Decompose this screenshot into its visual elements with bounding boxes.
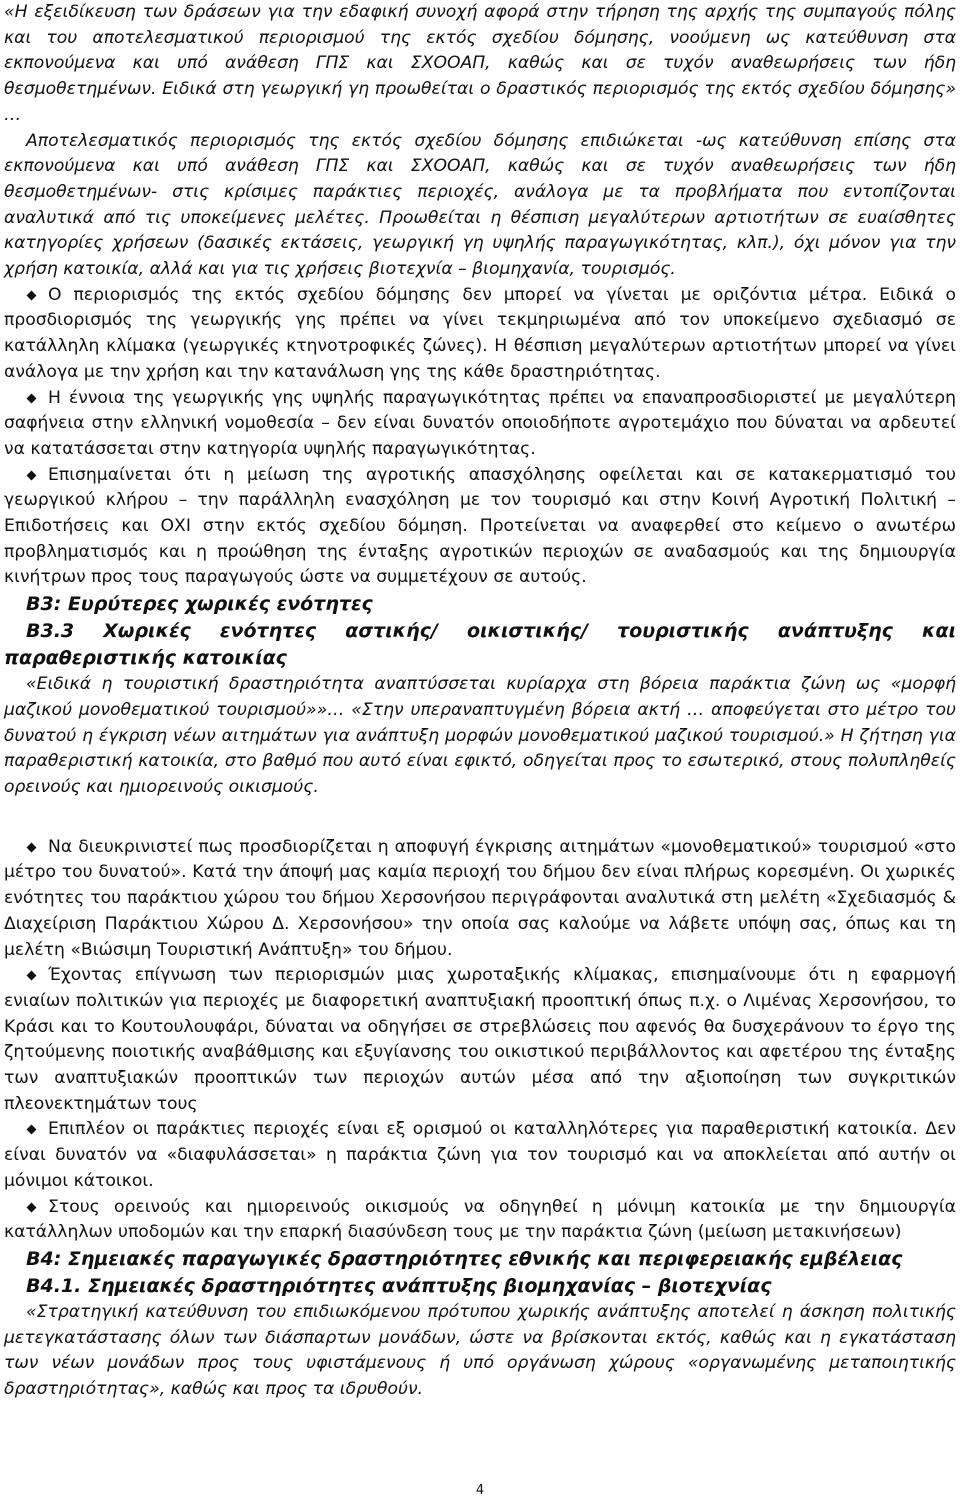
bullet-text: Επιπλέον οι παράκτιες περιοχές είναι εξ ορισμού οι καταλληλότερες για παραθεριστική κατοικία. Δεν είναι δυνατόν να «διαφυλάσσεται» η παράκτια ζώνη για τον τουρισμό και να αποκλείεται από αυτήν οι μόνιμοι κάτοικοι. xyxy=(4,1119,956,1191)
bullet-paragraph-5 xyxy=(4,963,956,1117)
section-heading-b4: Β4: Σημειακές παραγωγικές δραστηριότητες εθνικής και περιφερειακής εμβέλειας xyxy=(26,1247,903,1270)
bullet-paragraph-7 xyxy=(4,1195,956,1246)
bullet-text: Να διευκρινιστεί πως προσδιορίζεται η αποφυγή έγκρισης αιτημάτων «μονοθεματικού» τουρισμού «στο μέτρο του δυνατού». Κατά την άποψή μας καμία περιοχή του δήμου δεν είναι πλήρως κορεσμένη. Οι χωρικές ενότητες του παράκτιου χώρου του δήμου Χερσονήσου περιγράφονται αναλυτικά στη μελέτη «Σχεδιασμός & Διαχείριση Παράκτιου Χώρου Δ. Χερσονήσου» την οποία σας καλούμε να λάβετε υπόψη σας, όπως και τη μελέτη «Βιώσιμη Τουριστική Ανάπτυξη» του δήμου. xyxy=(4,836,956,960)
section-heading-b4-1: Β4.1. Σημειακές δραστηριότητες ανάπτυξης βιομηχανίας – βιοτεχνίας xyxy=(26,1274,772,1297)
bullet-text: Η έννοια της γεωργικής γης υψηλής παραγωγικότητας πρέπει να επαναπροσδιοριστεί με μεγαλύτερη σαφήνεια στην ελληνική νομοθεσία – δεν είναι δυνατόν οποιοδήποτε αγροτεμάχιο που δύναται να αρδευτεί να κατατάσσεται στην κατηγορία υψηλής παραγωγικότητας. xyxy=(4,387,956,459)
bullet-text: Στους ορεινούς και ημιορεινούς οικισμούς να οδηγηθεί η μόνιμη κατοικία με την δημιουργία κατάλληλων υποδομών και την επαρκή διασύνδεση τους με την παράκτια ζώνη (μείωση μετακινήσεων) xyxy=(4,1196,956,1243)
section-heading-b3-3: Β3.3 Χωρικές ενότητες αστικής/ οικιστικής/ τουριστικής ανάπτυξης και παραθεριστικής κατοικίας xyxy=(4,620,956,670)
diamond-bullet-icon xyxy=(26,1195,38,1220)
bullet-paragraph-3 xyxy=(4,463,956,592)
paragraph-gap xyxy=(4,801,956,835)
diamond-bullet-icon xyxy=(26,835,38,860)
diamond-bullet-icon xyxy=(26,283,38,308)
bullet-paragraph-1 xyxy=(4,283,956,386)
bullet-paragraph-2 xyxy=(4,386,956,463)
bullet-text: Έχοντας επίγνωση των περιορισμών μιας χωροταξικής κλίμακας, επισημαίνουμε ότι η εφαρμογή ενιαίων πολιτικών για περιοχές με διαφορετική αναπτυξιακή προοπτική όπως π.χ. ο Λιμένας Χερσονήσου, το Κράσι και το Κουτουλουφάρι, δύναται να οδηγήσει σε στρεβλώσεις που αφενός θα δυσχεράνουν το έργο της ζητούμενης ποιοτικής αναβάθμισης και εξυγίανσης του οικιστικού περιβάλλοντος και αφετέρου της ένταξης των αναπτυξιακών προοπτικών των περιοχών αυτών μέσα από την αξιοποίηση των συγκριτικών πλεονεκτημάτων τους xyxy=(4,965,956,1114)
italic-paragraph-2: Αποτελεσματικός περιορισμός της εκτός σχεδίου δόμησης επιδιώκεται -ως κατεύθυνση επίσης στα εκπονούμενα και υπό ανάθεση ΓΠΣ και ΣΧΟΟΑΠ, καθώς και σε τυχόν αναθεωρήσεις των ήδη θεσμοθετημένων- στις κρίσιμες παράκτιες περιοχές, ανάλογα με τα προβλήματα που εντοπίζονται αναλυτικά από τις υποκείμενες μελέτες. Προωθείται η θέσπιση μεγαλύτερων αρτιοτήτων σε ευαίσθητες κατηγορίες χρήσεων (δασικές εκτάσεις, γεωργική γη υψηλής παραγωγικότητας, κλπ.), όχι μόνον για την χρήση κατοικία, αλλά και για τις χρήσεις βιοτεχνία – βιομηχανία, τουρισμός. xyxy=(4,130,956,280)
diamond-bullet-icon xyxy=(26,463,38,488)
bullet-paragraph-4 xyxy=(4,835,956,964)
page-number: 4 xyxy=(475,1483,485,1498)
section-heading-b3: Β3: Ευρύτερες χωρικές ενότητες xyxy=(26,593,373,616)
diamond-bullet-icon xyxy=(26,1117,38,1142)
document-page xyxy=(4,0,956,1403)
bullet-text: Επισημαίνεται ότι η μείωση της αγροτικής απασχόλησης οφείλεται και σε κατακερματισμό του γεωργικού κλήρου – την παράλληλη ενασχόληση με τον τουρισμό και στην Κοινή Αγροτική Πολιτική – Επιδοτήσεις και ΟΧΙ στην εκτός σχεδίου δόμηση. Προτείνεται να αναφερθεί στο κείμενο ο ανωτέρω προβληματισμός και η προώθηση της ένταξης αγροτικών περιοχών σε αναδασμούς και της δημιουργία κινήτρων προς τους παραγωγούς ώστε να συμμετέχουν σε αυτούς. xyxy=(4,464,956,588)
bullet-text: Ο περιορισμός της εκτός σχεδίου δόμησης δεν μπορεί να γίνεται με οριζόντια μέτρα. Ειδικά ο προσδιορισμός της γεωργικής γης πρέπει να γίνει τεκμηριωμένα από τον υποκείμενο σχεδιασμό σε κατάλληλη κλίμακα (γεωργικές κτηνοτροφικές ζώνες). Η θέσπιση μεγαλύτερων αρτιοτήτων μπορεί να γίνει ανάλογα με την χρήση και την κατανάλωση γης της κάθε δραστηριότητας. xyxy=(4,284,956,382)
quote-paragraph-4: «Στρατηγική κατεύθυνση του επιδιωκόμενου πρότυπου χωρικής ανάπτυξης αποτελεί η άσκηση πολιτικής μετεγκατάστασης όλων των διάσπαρτων μονάδων, ώστε να βρίσκονται εκτός, καθώς και η εγκατάσταση των νέων μονάδων προς τους υφιστάμενους ή υπό οργάνωση χώρους «οργανωμένης μεταποιητικής δραστηριότητας», καθώς και προς τα ιδρυθούν. xyxy=(4,1301,956,1400)
diamond-bullet-icon xyxy=(26,386,38,411)
quote-paragraph-3: «Ειδικά η τουριστική δραστηριότητα αναπτύσσεται κυρίαρχα στη βόρεια παράκτια ζώνη ως «μορφή μαζικού μονοθεματικού τουρισμού»»… «Στην υπεραναπτυγμένη βόρεια ακτή … αποφεύγεται στο μέτρο του δυνατού η έγκριση νέων αιτημάτων για ανάπτυξη μορφών μονοθεματικού μαζικού τουρισμού.» Η ζήτηση για παραθεριστική κατοικία, στο βαθμό που αυτό είναι εφικτό, οδηγείται προς το εσωτερικό, στους πολυπληθείς ορεινούς και ημιορεινούς οικισμούς. xyxy=(4,674,956,797)
bullet-paragraph-6 xyxy=(4,1117,956,1194)
diamond-bullet-icon xyxy=(26,963,38,988)
quote-paragraph-1: «Η εξειδίκευση των δράσεων για την εδαφική συνοχή αφορά στην τήρηση της αρχής της συμπαγούς πόλης και του αποτελεσματικού περιορισμού της εκτός σχεδίου δόμησης, νοούμενη ως κατεύθυνση στα εκπονούμενα και υπό ανάθεση ΓΠΣ και ΣΧΟΟΑΠ, καθώς και σε τυχόν αναθεωρήσεις των ήδη θεσμοθετημένων. Ειδικά στη γεωργική γη προωθείται ο δραστικός περιορισμός της εκτός σχεδίου δόμησης» … xyxy=(4,2,956,125)
